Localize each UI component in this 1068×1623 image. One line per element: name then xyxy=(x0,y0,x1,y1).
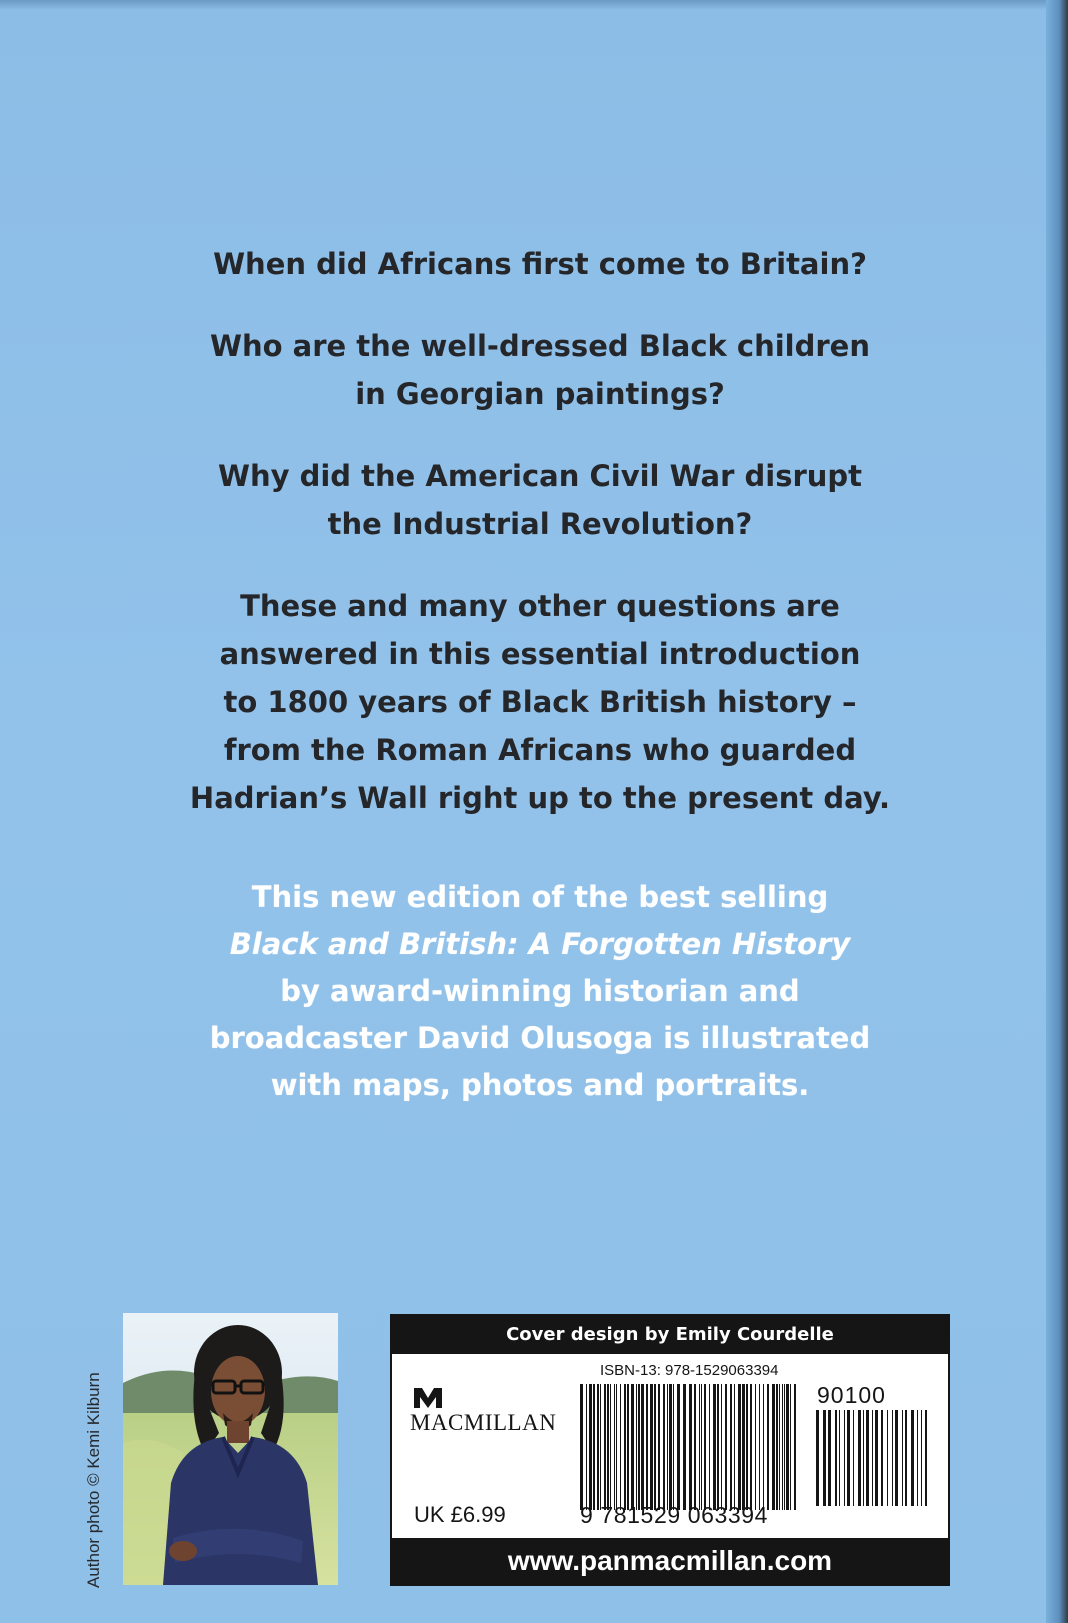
promo-book-title: Black and British: A Forgotten History xyxy=(229,927,851,961)
top-edge xyxy=(0,0,1068,10)
addon-barcode xyxy=(814,1410,932,1506)
intro-line-3: to 1800 years of Black British history – xyxy=(223,685,857,719)
promo-line-1: This new edition of the best selling xyxy=(251,880,829,914)
promo-line-3: by award-winning historian and xyxy=(280,974,800,1008)
question-2 xyxy=(130,322,950,418)
photo-credit: Author photo © Kemi Kilburn xyxy=(84,1372,103,1588)
author-photo xyxy=(123,1313,338,1585)
barcode-panel xyxy=(390,1314,950,1586)
intro-paragraph xyxy=(130,582,950,822)
author-portrait-image xyxy=(123,1313,338,1585)
promo-line-5: with maps, photos and portraits. xyxy=(270,1068,810,1102)
intro-line-4: from the Roman Africans who guarded xyxy=(223,733,857,767)
barcode-number: 9 781529 063394 xyxy=(580,1502,769,1528)
isbn-barcode xyxy=(578,1384,798,1510)
question-3-line-1: Why did the American Civil War disrupt xyxy=(217,459,863,493)
spine-edge xyxy=(1046,0,1068,1623)
question-3-line-2: the Industrial Revolution? xyxy=(327,507,753,541)
cover-design-credit: Cover design by Emily Courdelle xyxy=(392,1316,948,1354)
question-2-line-2: in Georgian paintings? xyxy=(355,377,725,411)
isbn-label: ISBN-13: 978-1529063394 xyxy=(600,1362,779,1379)
price: UK £6.99 xyxy=(414,1502,506,1527)
intro-line-2: answered in this essential introduction xyxy=(219,637,861,671)
publisher-website: www.panmacmillan.com xyxy=(392,1538,948,1584)
intro-line-5: Hadrian’s Wall right up to the present day. xyxy=(189,781,891,815)
question-1-line-1: When did Africans first come to Britain? xyxy=(213,247,867,281)
promo-paragraph xyxy=(130,874,950,1109)
intro-line-1: These and many other questions are xyxy=(240,589,840,623)
question-3 xyxy=(130,452,950,548)
addon-code: 90100 xyxy=(817,1382,886,1408)
question-2-line-1: Who are the well-dressed Black children xyxy=(210,329,870,363)
promo-line-4: broadcaster David Olusoga is illustrated xyxy=(209,1021,871,1055)
publisher-name: MACMILLAN xyxy=(410,1410,557,1435)
question-1 xyxy=(130,240,950,288)
